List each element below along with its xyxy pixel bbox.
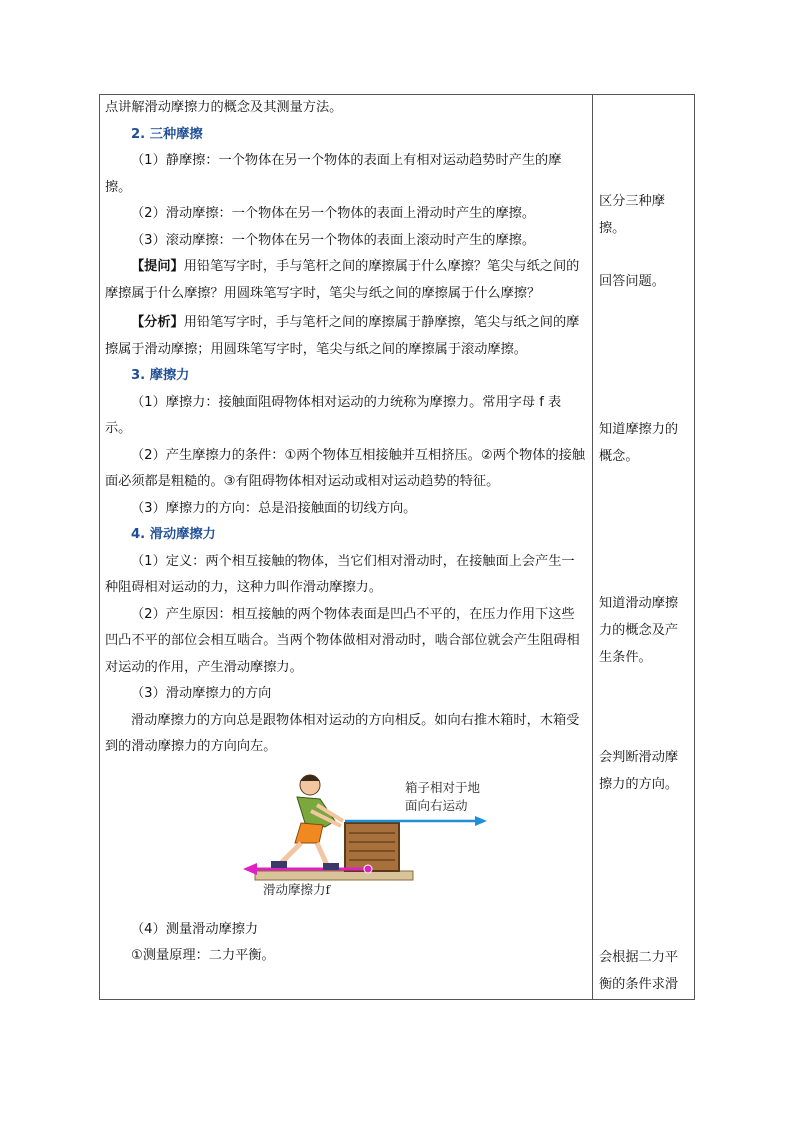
friction-definition: （1）摩擦力：接触面阻碍物体相对运动的力统称为摩擦力。常用字母 f 表示。 (105, 394, 562, 436)
push-box-figure (105, 763, 587, 913)
motion-arrow-head-icon (475, 816, 487, 826)
side-note-answer: 回答问题。 (599, 274, 665, 289)
friction-direction: （3）摩擦力的方向：总是沿接触面的切线方向。 (131, 500, 417, 516)
push-box-illustration (105, 763, 587, 913)
question-text: 用铅笔写字时，手与笔杆之间的摩擦属于什么摩擦？笔尖与纸之间的摩擦属于什么摩擦？用圆珠笔写字时，笔尖与纸之间的摩擦属于什么摩擦？ (105, 259, 580, 301)
heading-sliding-friction: 4. 滑动摩擦力 (131, 527, 216, 542)
ground-strip (255, 871, 413, 880)
sliding-cause: （2）产生原因：相互接触的两个物体表面是凹凸不平的，在压力作用下这些凹凸不平的部位会相互啮合。当两个物体做相对滑动时，啮合部位就会产生阻碍相对运动的作用，产生滑动摩擦力。 (105, 606, 580, 675)
column-divider (592, 94, 593, 1000)
boy-pushing-icon (271, 775, 343, 870)
analysis-paragraph (105, 310, 587, 363)
rolling-friction-text: （3）滚动摩擦：一个物体在另一个物体的表面上滚动时产生的摩擦。 (131, 232, 536, 248)
measure-title: （4）测量滑动摩擦力 (131, 921, 259, 937)
measure-principle: ①测量原理：二力平衡。 (131, 948, 275, 963)
heading-three-frictions: 2. 三种摩擦 (131, 126, 203, 142)
sliding-direction-body: 滑动摩擦力的方向总是跟物体相对运动的方向相反。如向右推木箱时，木箱受到的滑动摩擦力的方向向左。 (105, 712, 580, 754)
question-tag: 【提问】 (131, 259, 184, 274)
sliding-direction-title: （3）滑动摩擦力的方向 (131, 686, 272, 701)
side-note-direction: 会判断滑动摩擦力的方向。 (599, 750, 679, 792)
side-note-balance: 会根据二力平衡的条件求滑 (599, 950, 679, 992)
friction-arrow-head-icon (243, 863, 257, 875)
analysis-tag: 【分析】 (131, 315, 184, 330)
side-note-three-frictions: 区分三种摩擦。 (599, 194, 665, 236)
side-note-friction-concept: 知道摩擦力的概念。 (599, 422, 679, 464)
figure-label-motion: 箱子相对于地 面向右运动 (405, 779, 481, 813)
sliding-friction-text: （2）滑动摩擦：一个物体在另一个物体的表面上滑动时产生的摩擦。 (131, 206, 536, 221)
figure-label-friction: 滑动摩擦力f (263, 881, 331, 897)
side-note-sliding-concept: 知道滑动摩擦力的概念及产生条件。 (599, 596, 679, 665)
question-paragraph (105, 254, 587, 307)
wooden-box (345, 823, 399, 871)
main-content-column (105, 95, 587, 970)
analysis-text: 用铅笔写字时，手与笔杆之间的摩擦属于静摩擦，笔尖与纸之间的摩擦属于滑动摩擦；用圆珠笔写字时，笔尖与纸之间的摩擦属于滚动摩擦。 (105, 315, 580, 357)
heading-friction-force: 3. 摩擦力 (131, 368, 190, 383)
intro-line: 点讲解滑动摩擦力的概念及其测量方法。 (105, 100, 343, 115)
static-friction-text: （1）静摩擦：一个物体在另一个物体的表面上有相对运动趋势时产生的摩擦。 (105, 153, 562, 195)
friction-conditions: （2）产生摩擦力的条件：①两个物体互相接触并互相挤压。②两个物体的接触面必须都是粗糙的。③有阻碍物体相对运动或相对运动趋势的特征。 (105, 447, 586, 489)
sliding-definition: （1）定义：两个相互接触的物体，当它们相对滑动时，在接触面上会产生一种阻碍相对运动的力，这种力叫作滑动摩擦力。 (105, 553, 575, 595)
